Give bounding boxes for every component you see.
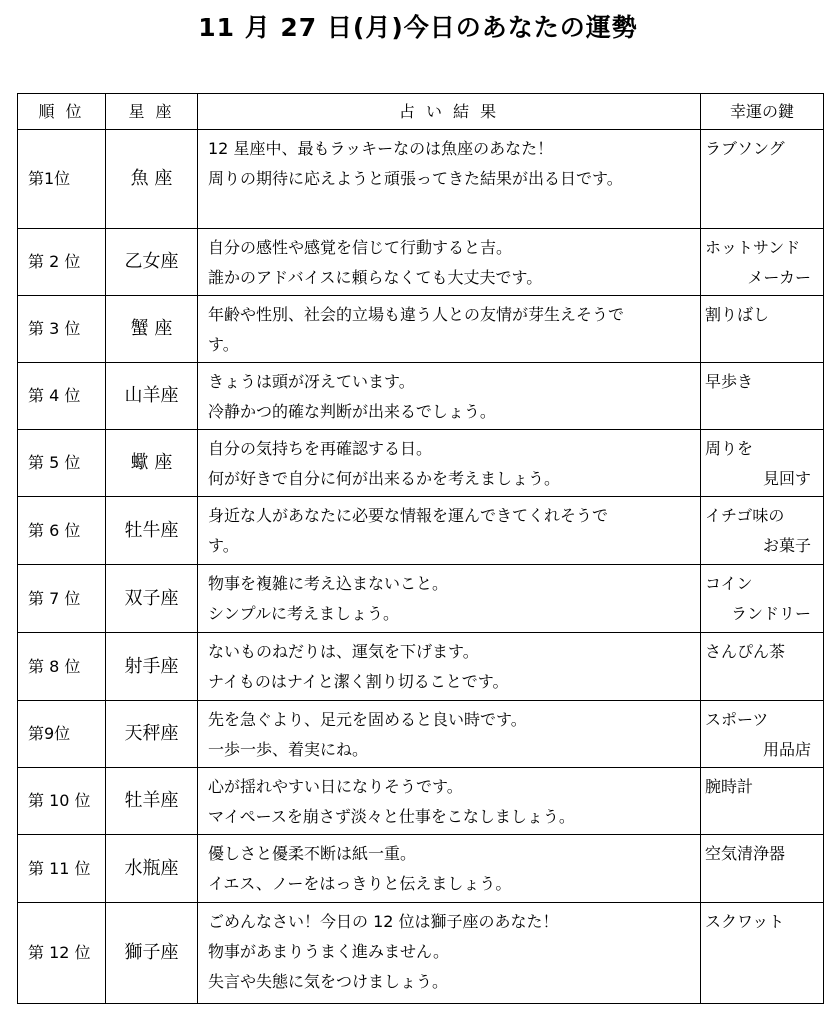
rank-cell: 第 3 位	[18, 296, 106, 363]
table-row	[18, 229, 824, 296]
result-cell	[198, 565, 701, 633]
result-line: 心が揺れやすい日になりそうです。	[208, 777, 463, 796]
result-line: マイペースを崩さず淡々と仕事をこなしましょう。	[208, 807, 575, 826]
rank-cell: 第 7 位	[18, 565, 106, 633]
lucky-key-line-1: 周りを	[705, 439, 754, 458]
result-line: 物事を複雑に考え込まないこと。	[208, 574, 449, 593]
result-line: 年齢や性別、社会的立場も違う人との友情が芽生えそうで	[208, 305, 625, 324]
sign-cell: 水瓶座	[106, 835, 198, 903]
table-row	[18, 903, 824, 1004]
header-key: 幸運の鍵	[701, 94, 824, 130]
rank-cell: 第 2 位	[18, 229, 106, 296]
result-line: す。	[208, 536, 239, 555]
header-rank: 順 位	[18, 94, 106, 130]
lucky-key-line-2: お菓子	[762, 536, 811, 555]
result-line: 何が好きで自分に何が出来るかを考えましょう。	[208, 469, 561, 488]
table-row	[18, 497, 824, 565]
lucky-key-cell	[701, 903, 824, 1004]
lucky-key-line-1: ホットサンド	[705, 238, 801, 257]
lucky-key-line-2: ランドリー	[730, 604, 811, 623]
lucky-key-cell	[701, 768, 824, 835]
lucky-key-cell	[701, 130, 824, 229]
result-cell	[198, 701, 701, 768]
result-line: 12 星座中、最もラッキーなのは魚座のあなた！	[208, 139, 554, 158]
table-row	[18, 768, 824, 835]
sign-cell: 蟹 座	[106, 296, 198, 363]
rank-cell: 第 4 位	[18, 363, 106, 430]
lucky-key-line-1: イチゴ味の	[705, 506, 785, 525]
result-line: 自分の気持ちを再確認する日。	[208, 439, 433, 458]
result-line: 物事があまりうまく進みません。	[208, 942, 449, 961]
rank-cell: 第 5 位	[18, 430, 106, 497]
lucky-key-cell	[701, 565, 824, 633]
lucky-key-line-1: 早歩き	[705, 372, 754, 391]
lucky-key-cell	[701, 229, 824, 296]
result-cell	[198, 768, 701, 835]
sign-cell: 牡羊座	[106, 768, 198, 835]
table-row	[18, 835, 824, 903]
lucky-key-line-1: ラブソング	[705, 139, 785, 158]
result-line: 冷静かつ的確な判断が出来るでしょう。	[208, 402, 496, 421]
result-line: ないものねだりは、運気を下げます。	[208, 642, 479, 661]
result-line: 自分の感性や感覚を信じて行動すると吉。	[208, 238, 513, 257]
rank-cell: 第 8 位	[18, 633, 106, 701]
rank-cell: 第 11 位	[18, 835, 106, 903]
lucky-key-cell	[701, 835, 824, 903]
result-line: 身近な人があなたに必要な情報を運んできてくれそうで	[208, 506, 609, 525]
lucky-key-line-1: スポーツ	[705, 710, 769, 729]
result-line: ナイものはナイと潔く割り切ることです。	[208, 672, 509, 691]
result-cell	[198, 835, 701, 903]
rank-cell: 第 6 位	[18, 497, 106, 565]
lucky-key-line-1: 空気清浄器	[705, 844, 786, 863]
sign-cell: 山羊座	[106, 363, 198, 430]
result-cell	[198, 903, 701, 1004]
lucky-key-line-1: 割りばし	[705, 305, 770, 324]
result-cell	[198, 430, 701, 497]
lucky-key-cell	[701, 296, 824, 363]
lucky-key-cell	[701, 430, 824, 497]
horoscope-table	[17, 93, 824, 1004]
sign-cell: 魚 座	[106, 130, 198, 229]
lucky-key-line-2: 用品店	[762, 740, 811, 759]
rank-cell: 第1位	[18, 130, 106, 229]
table-row	[18, 701, 824, 768]
sign-cell: 射手座	[106, 633, 198, 701]
lucky-key-line-1: さんぴん茶	[705, 642, 786, 661]
result-cell	[198, 497, 701, 565]
result-line: 誰かのアドバイスに頼らなくても大丈夫です。	[208, 268, 543, 287]
lucky-key-cell	[701, 633, 824, 701]
sign-cell: 双子座	[106, 565, 198, 633]
rank-cell: 第 12 位	[18, 903, 106, 1004]
lucky-key-cell	[701, 363, 824, 430]
result-line: 一歩一歩、着実にね。	[208, 740, 369, 759]
result-line: 失言や失態に気をつけましょう。	[208, 972, 449, 991]
lucky-key-line-1: 腕時計	[705, 777, 754, 796]
result-line: す。	[208, 335, 239, 354]
result-line: シンプルに考えましょう。	[208, 604, 399, 623]
table-row	[18, 633, 824, 701]
table-row	[18, 296, 824, 363]
result-line: 優しさと優柔不断は紙一重。	[208, 844, 417, 863]
rank-cell: 第9位	[18, 701, 106, 768]
rank-cell: 第 10 位	[18, 768, 106, 835]
result-line: きょうは頭が冴えています。	[208, 372, 415, 391]
lucky-key-cell	[701, 701, 824, 768]
header-sign: 星 座	[106, 94, 198, 130]
result-line: 先を急ぐより、足元を固めると良い時です。	[208, 710, 527, 729]
table-row	[18, 430, 824, 497]
result-cell	[198, 633, 701, 701]
result-line: ごめんなさい！今日の 12 位は獅子座のあなた！	[208, 912, 559, 931]
sign-cell: 天秤座	[106, 701, 198, 768]
lucky-key-line-2: 見回す	[762, 469, 811, 488]
header-result: 占 い 結 果	[198, 94, 701, 130]
sign-cell: 乙女座	[106, 229, 198, 296]
result-cell	[198, 363, 701, 430]
sign-cell: 牡牛座	[106, 497, 198, 565]
sign-cell: 獅子座	[106, 903, 198, 1004]
result-line: イエス、ノーをはっきりと伝えましょう。	[208, 874, 512, 893]
result-line: 周りの期待に応えようと頑張ってきた結果が出る日です。	[208, 169, 623, 188]
table-row	[18, 565, 824, 633]
table-row	[18, 130, 824, 229]
header-row	[18, 94, 824, 130]
table-row	[18, 363, 824, 430]
result-cell	[198, 229, 701, 296]
result-cell	[198, 296, 701, 363]
lucky-key-cell	[701, 497, 824, 565]
lucky-key-line-1: スクワット	[705, 912, 785, 931]
page-title: 11 月 27 日(月)今日のあなたの運勢	[198, 13, 638, 42]
result-cell	[198, 130, 701, 229]
sign-cell: 蠍 座	[106, 430, 198, 497]
lucky-key-line-1: コイン	[705, 574, 753, 593]
lucky-key-line-2: メーカー	[747, 268, 811, 287]
